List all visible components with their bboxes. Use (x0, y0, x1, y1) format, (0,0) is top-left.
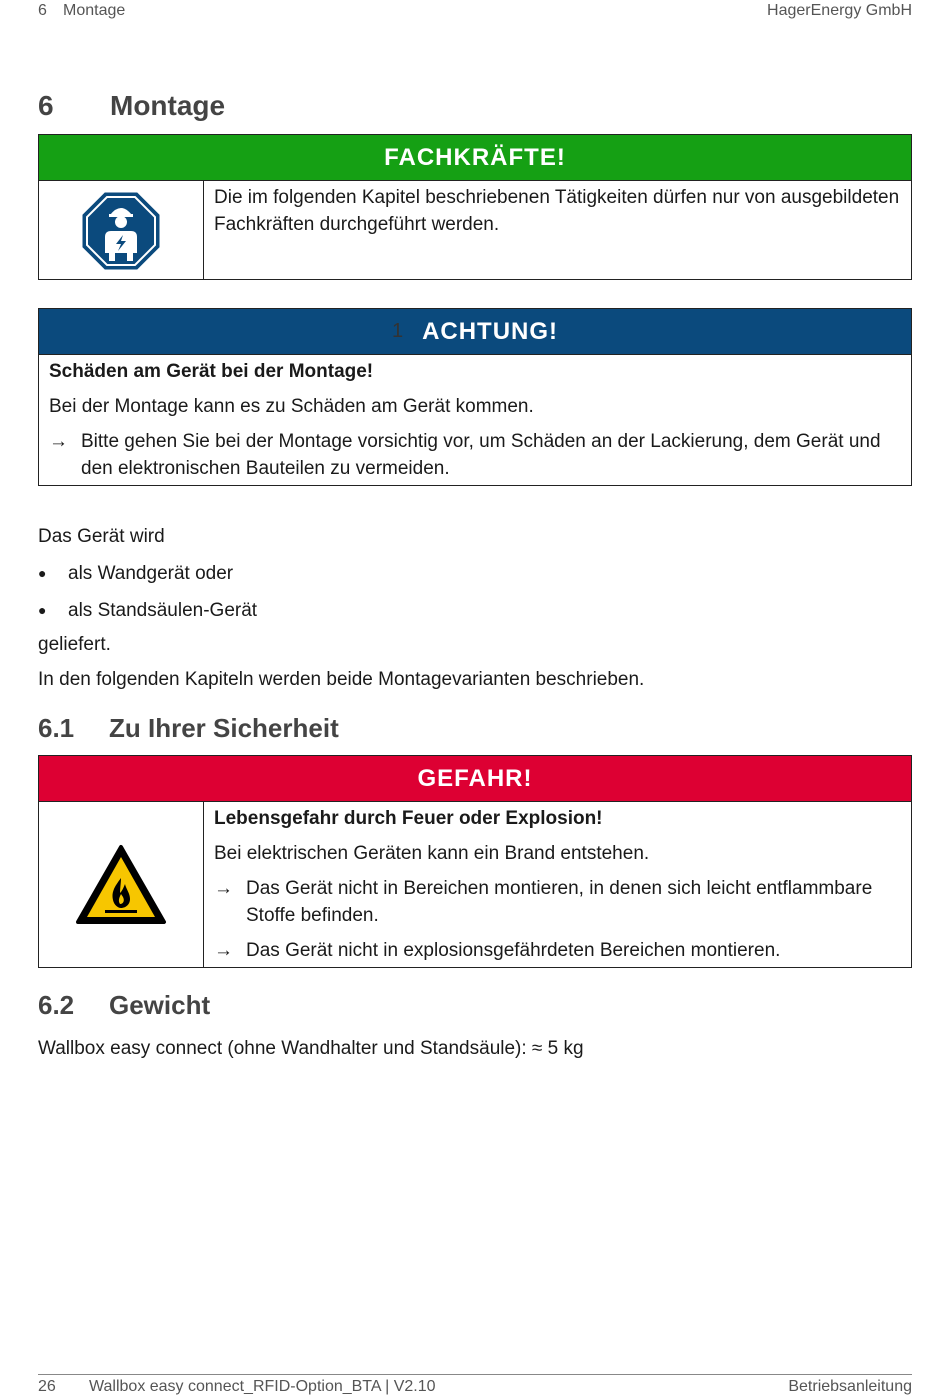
arrow-right-icon: → (214, 940, 233, 961)
weight-text: Wallbox easy connect (ohne Wandhalter und Standsäule): ≈ 5 kg (38, 1038, 584, 1059)
achtung-step (49, 428, 901, 482)
bullet-icon: ● (38, 602, 47, 618)
gefahr-step (214, 937, 901, 964)
gefahr-step-text: Das Gerät nicht in explosionsgefährdeten Bereichen montieren. (246, 940, 781, 961)
gefahr-label: GEFAHR! (417, 764, 533, 792)
header-company: HagerEnergy GmbH (767, 2, 912, 19)
electrician-icon (39, 181, 204, 280)
fachkraefte-text: Die im folgenden Kapitel beschriebenen Tätigkeiten dürfen nur von ausgebildeten Fachkräften durchgeführt werden. (214, 187, 900, 235)
list-item (38, 560, 233, 587)
arrow-right-icon: → (49, 431, 68, 452)
fachkraefte-box (38, 134, 912, 280)
section-6-1-title: Zu Ihrer Sicherheit (109, 713, 339, 743)
note-text: In den folgenden Kapiteln werden beide Montagevarianten beschrieben. (38, 669, 645, 690)
bullet-icon: ● (38, 565, 47, 581)
document-type: Betriebsanleitung (788, 1378, 912, 1395)
page-number: 26 (38, 1378, 56, 1395)
gefahr-title: Lebensgefahr durch Feuer oder Explosion! (214, 808, 603, 829)
achtung-title: Schäden am Gerät bei der Montage! (49, 361, 374, 382)
list-item-text: als Wandgerät oder (68, 563, 234, 584)
section-6-2-title: Gewicht (109, 990, 211, 1020)
gefahr-box (38, 755, 912, 968)
header-chapter-title: Montage (63, 2, 126, 19)
footer-divider (38, 1374, 912, 1375)
list-item-text: als Standsäulen-Gerät (68, 600, 258, 621)
intro-text: Das Gerät wird (38, 526, 165, 547)
achtung-marker: 1 (391, 320, 405, 342)
gefahr-step-text: Das Gerät nicht in Bereichen montieren, in denen sich leicht entflammbare Stoffe befinden. (246, 878, 873, 926)
achtung-label: ACHTUNG! (422, 317, 559, 345)
gefahr-text: Bei elektrischen Geräten kann ein Brand entstehen. (214, 843, 650, 864)
section-6-2-number: 6.2 (38, 990, 75, 1020)
achtung-banner (39, 309, 911, 355)
fachkraefte-label: FACHKRÄFTE! (384, 143, 566, 171)
gefahr-step (214, 875, 901, 929)
achtung-box (38, 308, 912, 486)
list-item (38, 597, 257, 624)
achtung-step-text: Bitte gehen Sie bei der Montage vorsichtig vor, um Schäden an der Lackierung, dem Gerät und den elektronischen Bauteilen zu vermeiden. (81, 431, 881, 479)
after-text: geliefert. (38, 634, 111, 655)
header-chapter-number: 6 (38, 2, 47, 19)
chapter-title: Montage (110, 90, 226, 121)
section-6-1-number: 6.1 (38, 713, 75, 743)
flammable-warning-icon (39, 802, 204, 968)
fachkraefte-banner (39, 135, 911, 181)
chapter-number: 6 (38, 90, 54, 121)
document-name: Wallbox easy connect_RFID-Option_BTA | V2.10 (89, 1378, 436, 1395)
arrow-right-icon: → (214, 878, 233, 899)
achtung-text: Bei der Montage kann es zu Schäden am Gerät kommen. (49, 396, 534, 417)
gefahr-banner (39, 756, 911, 802)
